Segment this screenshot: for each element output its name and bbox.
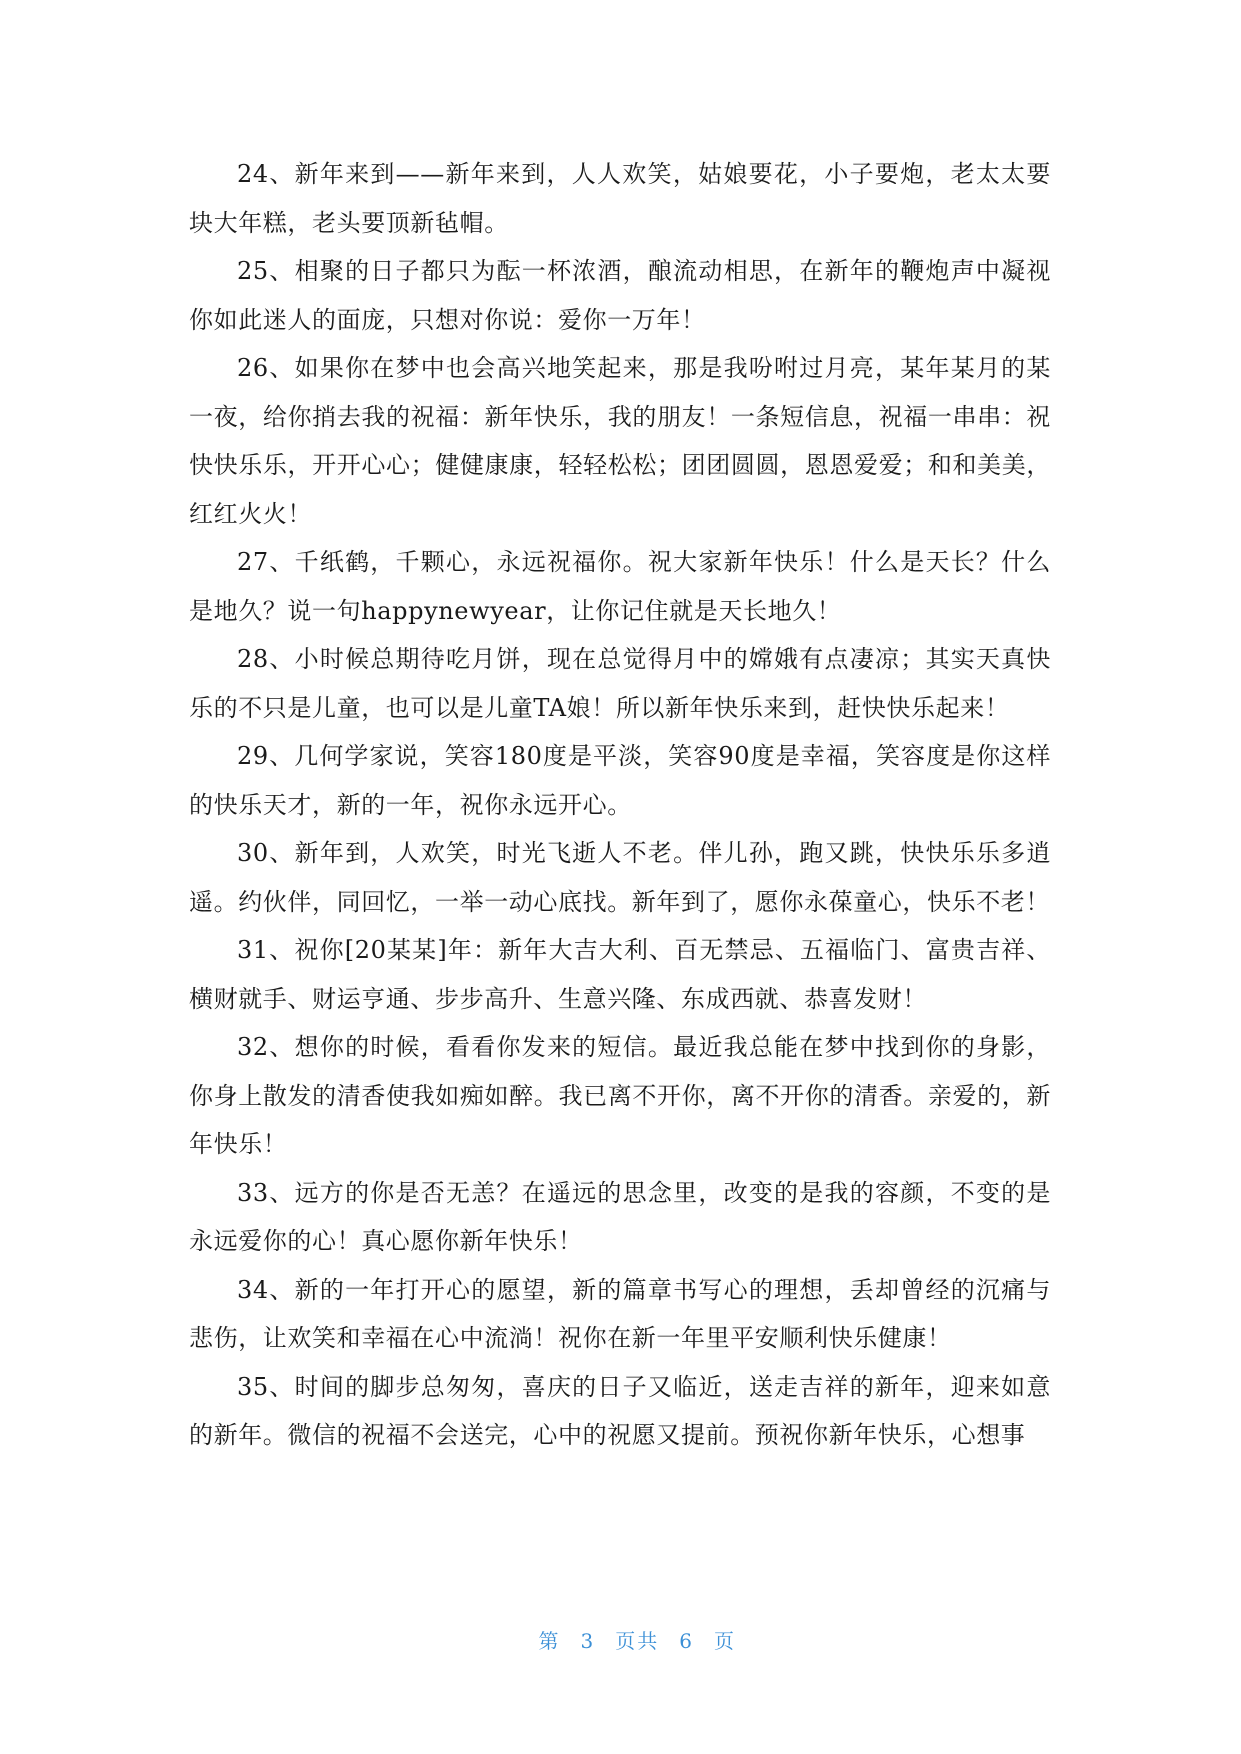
paragraph-26: 26、如果你在梦中也会高兴地笑起来，那是我吩咐过月亮，某年某月的某一夜，给你捎去我的祝福：新年快乐，我的朋友！一条短信息，祝福一串串：祝快快乐乐，开开心心；健健康康，轻轻松松；团团圆圆，恩恩爱爱；和和美美，红红火火！ bbox=[189, 354, 1051, 528]
footer-suffix: 页 bbox=[713, 1629, 736, 1653]
paragraph-31: 31、祝你[20某某]年：新年大吉大利、百无禁忌、五福临门、富贵吉祥、横财就手、财运亨通、步步高升、生意兴隆、东成西就、恭喜发财！ bbox=[189, 936, 1051, 1013]
paragraph-28: 28、小时候总期待吃月饼，现在总觉得月中的嫦娥有点凄凉；其实天真快乐的不只是儿童，也可以是儿童TA娘！所以新年快乐来到，赶快快乐起来！ bbox=[189, 645, 1051, 722]
paragraph-34: 34、新的一年打开心的愿望，新的篇章书写心的理想，丢却曾经的沉痛与悲伤，让欢笑和幸福在心中流淌！祝你在新一年里平安顺利快乐健康！ bbox=[189, 1275, 1051, 1352]
page-body bbox=[189, 150, 1051, 1460]
paragraph-29: 29、几何学家说，笑容180度是平淡，笑容90度是幸福，笑容度是你这样的快乐天才，新的一年，祝你永远开心。 bbox=[189, 742, 1051, 819]
paragraph-33: 33、远方的你是否无恙？在遥远的思念里，改变的是我的容颜，不变的是永远爱你的心！真心愿你新年快乐！ bbox=[189, 1178, 1051, 1255]
paragraph-27: 27、千纸鹤，千颗心，永远祝福你。祝大家新年快乐！什么是天长？什么是地久？说一句happynewyear，让你记住就是天长地久！ bbox=[189, 548, 1051, 625]
paragraph-35: 35、时间的脚步总匆匆，喜庆的日子又临近，送走吉祥的新年，迎来如意的新年。微信的祝福不会送完，心中的祝愿又提前。预祝你新年快乐，心想事 bbox=[189, 1372, 1051, 1449]
paragraph-24: 24、新年来到——新年来到，人人欢笑，姑娘要花，小子要炮，老太太要块大年糕，老头要顶新毡帽。 bbox=[189, 160, 1051, 237]
footer-current-page: 3 bbox=[580, 1629, 596, 1653]
footer-mid: 页共 bbox=[615, 1629, 660, 1653]
paragraph-32: 32、想你的时候，看看你发来的短信。最近我总能在梦中找到你的身影，你身上散发的清香使我如痴如醉。我已离不开你，离不开你的清香。亲爱的，新年快乐！ bbox=[189, 1033, 1051, 1158]
footer-prefix: 第 bbox=[538, 1629, 561, 1653]
paragraph-30: 30、新年到，人欢笑，时光飞逝人不老。伴儿孙，跑又跳，快快乐乐多逍遥。约伙伴，同回忆，一举一动心底找。新年到了，愿你永葆童心，快乐不老！ bbox=[189, 839, 1051, 916]
footer-total-pages: 6 bbox=[679, 1629, 694, 1653]
paragraph-25: 25、相聚的日子都只为酝一杯浓酒，酿流动相思，在新年的鞭炮声中凝视你如此迷人的面庞，只想对你说：爱你一万年！ bbox=[189, 257, 1051, 334]
page-number-footer bbox=[0, 1601, 1241, 1678]
